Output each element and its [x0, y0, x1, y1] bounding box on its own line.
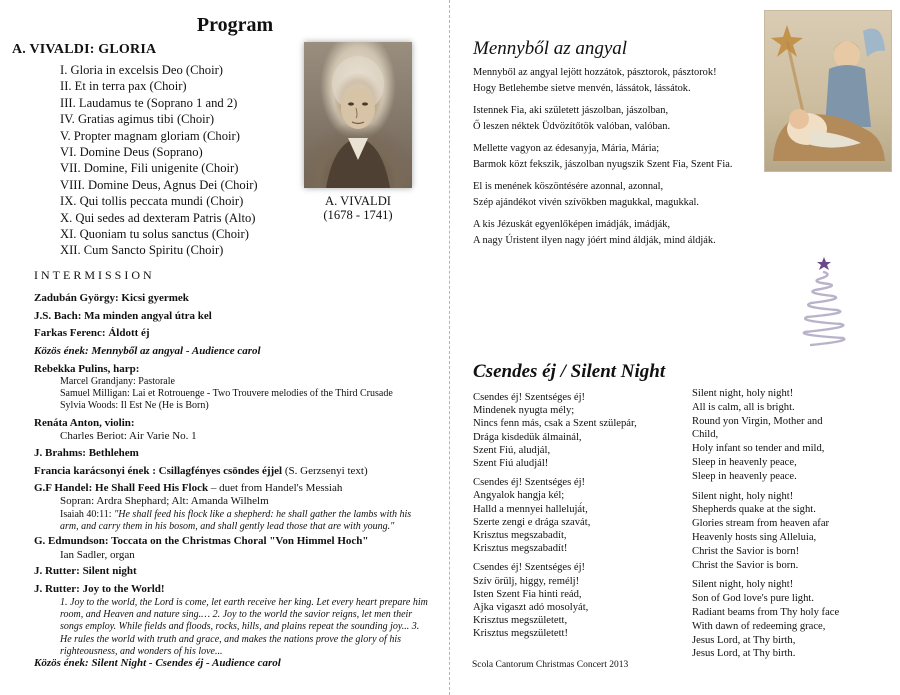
page-fold-divider	[449, 0, 450, 695]
silent-night-title: Csendes éj / Silent Night	[473, 361, 666, 382]
francia-note: (S. Gerzsenyi text)	[282, 465, 368, 477]
lyric-stanza	[473, 103, 773, 134]
program-item-brahms: J. Brahms: Bethlehem	[34, 447, 139, 459]
pulins-piece: Marcel Grandjany: Pastorale	[60, 376, 175, 387]
vivaldi-portrait-drawing	[304, 42, 412, 188]
lyric-line: Ő leszen néktek Üdvözítőtök valóban, valóban.	[473, 120, 671, 132]
concert-footer: Scola Cantorum Christmas Concert 2013	[472, 660, 629, 670]
portrait-name: A. VIVALDI	[325, 194, 391, 208]
lyric-line: Krisztus megszabadít,	[473, 530, 567, 542]
portrait-caption	[298, 194, 418, 222]
lyric-line: Round yon Virgin, Mother and	[692, 415, 823, 427]
movement-item: II. Et in terra pax (Choir)	[60, 79, 187, 94]
portrait-dates: (1678 - 1741)	[323, 208, 393, 222]
lyric-line: Mennyből az angyal lejött hozzátok, pásztorok, pásztorok!	[473, 67, 717, 78]
lyric-stanza	[692, 387, 867, 484]
lyric-stanza	[473, 217, 773, 248]
mennybol-az-angyal-title: Mennyből az angyal	[473, 38, 628, 59]
program-item-carol-2: Közös ének: Silent Night - Csendes éj - Audience carol	[34, 657, 281, 669]
lyric-line: Szent Fiú aludjál!	[473, 458, 549, 470]
lyric-stanza	[473, 476, 683, 555]
silent-night-english-lyrics	[692, 387, 867, 667]
lyric-stanza	[692, 578, 867, 661]
joy-to-the-world-text: 1. Joy to the world, the Lord is come, let earth receive her king. Let every heart prepare him room, and Heaven and nature sing.… 2. Joy to the world the savior reigns, let men their songs employ. While fields and floods, rocks, hills, and plains repeat the sounding joy... 3. He rules the world with truth and grace, and makes the nations prove the glory of his righteousness, and wonders of his love...	[60, 597, 428, 657]
christmas-tree-swirl-icon	[795, 255, 855, 355]
movement-item: VIII. Domine Deus, Agnus Dei (Choir)	[60, 177, 258, 192]
lyric-line: Isten Szent Fia hinti reád,	[473, 588, 582, 600]
movement-item: IV. Gratias agimus tibi (Choir)	[60, 112, 215, 127]
movement-item: VII. Domine, Fili unigenite (Choir)	[60, 161, 239, 176]
lyric-line: Drága kisdedük álmainál,	[473, 431, 582, 443]
lyric-line: El is menének köszöntésére azonnal, azonnal,	[473, 181, 664, 192]
program-item-handel	[34, 482, 342, 494]
lyric-line: Krisztus megszabadít!	[473, 543, 568, 555]
lyric-line: Mindenek nyugta mély;	[473, 405, 575, 417]
handel-title: G.F Handel: He Shall Feed His Flock	[34, 482, 209, 494]
lyric-line: Mellette vagyon az édesanyja, Mária, Mária;	[473, 143, 660, 154]
program-item-francia	[34, 465, 368, 477]
program-item-bach: J.S. Bach: Ma minden angyal útra kel	[34, 310, 212, 322]
lyric-line: A nagy Úristent ilyen nagy jóért mind áldják, mind áldják.	[473, 234, 716, 246]
movement-item: V. Propter magnam gloriam (Choir)	[60, 128, 240, 143]
lyric-stanza	[473, 179, 773, 210]
mennybol-az-angyal-lyrics	[473, 65, 773, 255]
lyric-line: Szép ajándékot vivén szívökben magukkal, magukkal.	[473, 196, 699, 208]
program-item-zaduban: Zadubán György: Kicsi gyermek	[34, 292, 189, 304]
pulins-piece: Sylvia Woods: Il Est Ne (He is Born)	[60, 400, 209, 412]
lyric-line: Ajka vigaszt adó mosolyát,	[473, 602, 589, 614]
isaiah-text: "He shall feed his flock like a shepherd: he shall gather the lambs with his arm, and carry them in his bosom, and shall gently lead those that are with young."	[60, 509, 412, 533]
lyric-line: Silent night, holy night!	[692, 579, 794, 591]
lyric-line: Szent Fiú, aludjál,	[473, 444, 551, 456]
program-item-pulins: Rebekka Pulins, harp:	[34, 363, 140, 375]
gloria-movement-list	[60, 62, 330, 259]
lyric-line: Istennek Fia, aki született jászolban, jászolban,	[473, 105, 669, 116]
lyric-stanza	[473, 561, 683, 640]
lyric-line: Glories stream from heaven afar	[692, 518, 830, 530]
lyric-line: Sleep in heavenly peace.	[692, 470, 797, 482]
lyric-line: All is calm, all is bright.	[692, 401, 795, 413]
lyric-line: Angyalok hangja kél;	[473, 490, 565, 502]
anton-piece: Charles Beriot: Air Varie No. 1	[60, 430, 197, 442]
lyric-line: Szív örülj, higgy, remélj!	[473, 575, 580, 587]
lyric-line: Csendes éj! Szentséges éj!	[473, 392, 586, 403]
angel-nativity-drawing	[765, 11, 891, 171]
program-title: Program	[196, 14, 274, 36]
movement-item: XII. Cum Sancto Spiritu (Choir)	[60, 243, 224, 258]
isaiah-quote	[60, 509, 428, 533]
lyric-line: Hogy Betlehembe sietve menvén, lássátok, lássátok.	[473, 82, 691, 94]
lyric-line: Son of God love's pure light.	[692, 593, 814, 605]
lyric-stanza	[473, 391, 683, 470]
lyric-line: Radiant beams from Thy holy face	[692, 606, 840, 618]
lyric-line: Halld a mennyei hallelujá́t,	[473, 503, 588, 515]
movement-item: XI. Quoniam tu solus sanctus (Choir)	[60, 227, 249, 242]
csendes-ej-hungarian-lyrics	[473, 391, 683, 647]
lyric-line: Christ the Savior is born.	[692, 559, 799, 571]
vivaldi-gloria-heading: A. VIVALDI: GLORIA	[12, 42, 157, 57]
lyric-line: Silent night, holy night!	[692, 490, 794, 502]
lyric-line: Csendes éj! Szentséges éj!	[473, 562, 586, 574]
lyric-stanza	[692, 490, 867, 573]
lyric-stanza	[473, 141, 773, 172]
pulins-piece: Samuel Milligan: Lai et Rotrouenge - Two Trouvere melodies of the Third Crusade	[60, 388, 393, 400]
angel-nativity-painting	[764, 10, 892, 172]
swirl-tree-icon	[795, 255, 855, 350]
pulins-pieces	[60, 376, 435, 413]
handel-note: – duet from Handel's Messiah	[208, 482, 343, 494]
movement-item: VI. Domine Deus (Soprano)	[60, 145, 203, 160]
movement-item: III. Laudamus te (Soprano 1 and 2)	[60, 95, 238, 110]
lyric-line: Jesus Lord, at Thy birth.	[692, 648, 796, 660]
vivaldi-portrait	[304, 42, 412, 188]
program-item-carol-1: Közös ének: Mennyből az angyal - Audience carol	[34, 345, 261, 357]
program-item-edmundson: G. Edmundson: Toccata on the Christmas Choral "Von Himmel Hoch"	[34, 535, 369, 547]
edmundson-organist: Ian Sadler, organ	[60, 549, 135, 561]
lyric-stanza	[473, 65, 773, 96]
program-item-anton: Renáta Anton, violin:	[34, 417, 135, 429]
lyric-line: Nincs fenn más, csak a Szent szülepár,	[473, 418, 637, 430]
lyric-line: Jesus Lord, at Thy birth,	[692, 634, 796, 646]
lyric-line: Csendes éj! Szentséges éj!	[473, 477, 586, 489]
program-item-rutter-silent-night: J. Rutter: Silent night	[34, 565, 137, 577]
lyric-line: Krisztus megszületett!	[473, 628, 569, 640]
lyric-line: Szerte zengi e drága szavát,	[473, 516, 591, 528]
lyric-line: With dawn of redeeming grace,	[692, 620, 826, 632]
lyric-line: Child,	[692, 429, 719, 441]
lyric-line: A kis Jézuskát egyenlőképen imádják, imádják,	[473, 219, 671, 230]
lyric-line: Christ the Savior is born!	[692, 545, 800, 557]
movement-item: IX. Qui tollis peccata mundi (Choir)	[60, 194, 244, 209]
lyric-line: Silent night, holy night!	[692, 388, 794, 399]
program-item-farkas: Farkas Ferenc: Áldott éj	[34, 327, 150, 339]
movement-item: I. Gloria in excelsis Deo (Choir)	[60, 63, 223, 77]
lyric-line: Sleep in heavenly peace,	[692, 456, 797, 468]
lyric-line: Krisztus megszületett,	[473, 615, 568, 627]
francia-title: Francia karácsonyi ének : Csillagfényes csöndes éjjel	[34, 465, 283, 477]
isaiah-ref: Isaiah 40:11:	[60, 509, 115, 520]
lyric-line: Heavenly hosts sing Alleluia,	[692, 531, 817, 543]
handel-soloists: Sopran: Ardra Shephard; Alt: Amanda Wilhelm	[60, 495, 269, 507]
lyric-line: Shepherds quake at the sight.	[692, 504, 816, 516]
lyric-line: Barmok közt fekszik, jászolban nyugszik Szent Fia, Szent Fia.	[473, 158, 733, 170]
lyric-line: Holy infant so tender and mild,	[692, 443, 825, 455]
movement-item: X. Qui sedes ad dexteram Patris (Alto)	[60, 210, 256, 225]
intermission-label: INTERMISSION	[34, 268, 155, 282]
program-item-rutter-joy: J. Rutter: Joy to the World!	[34, 583, 165, 595]
